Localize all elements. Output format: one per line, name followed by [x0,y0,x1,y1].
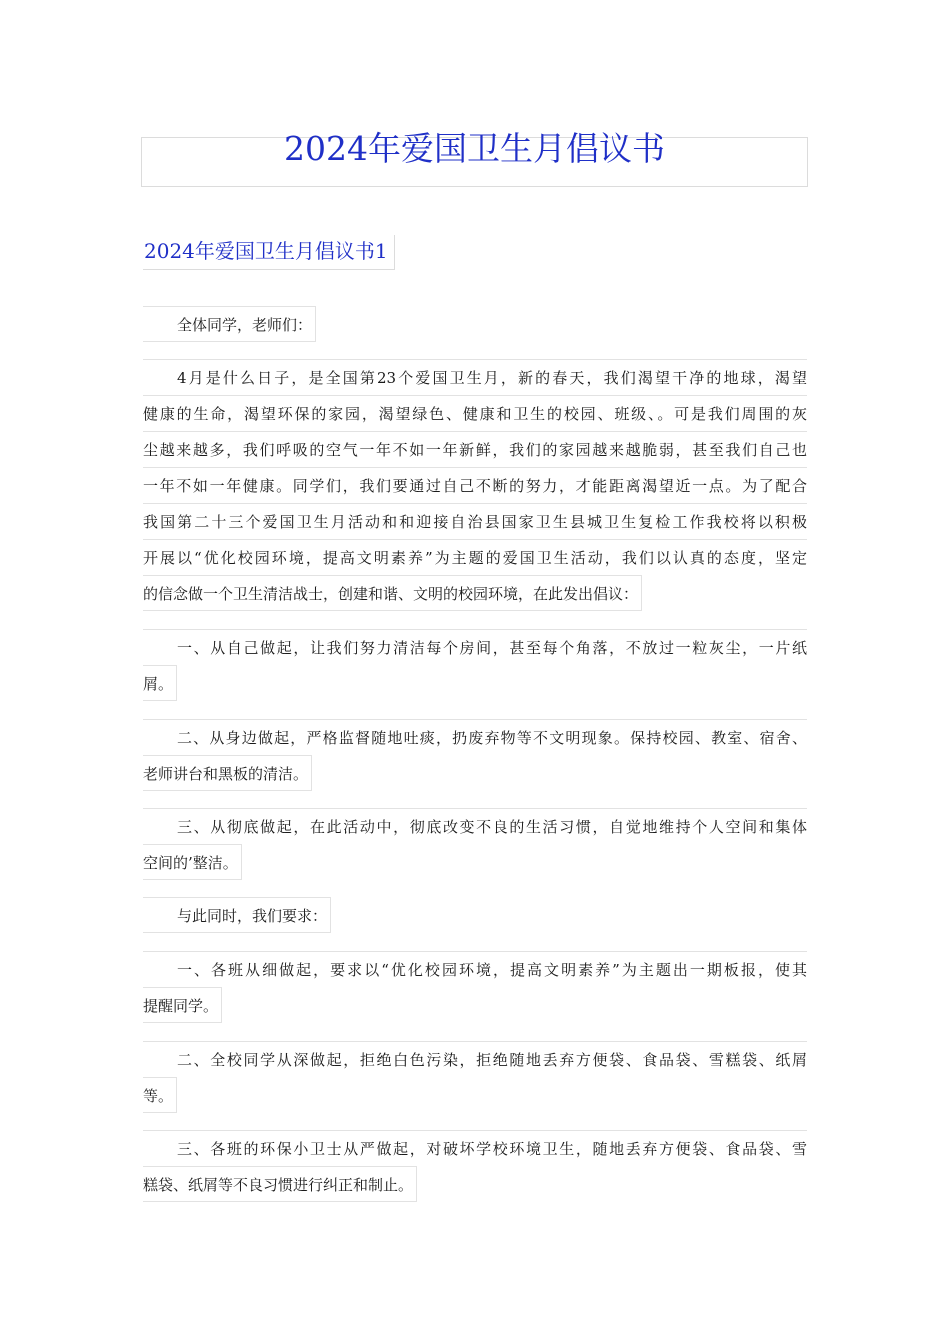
requirement-line: 糕袋、纸屑等不良习惯进行纠正和制止。 [143,1166,417,1202]
proposal-paragraph-2 [143,719,807,804]
requirement-line: 等。 [143,1077,177,1113]
document-title: 2024年爱国卫生月倡议书 [284,129,665,168]
proposal-line: 三、从彻底做起，在此活动中，彻底改变不良的生活习惯，自觉地维持个人空间和集体 [143,808,807,844]
proposal-line: 空间的’整洁。 [143,844,242,880]
intro-line: 尘越来越多，我们呼吸的空气一年不如一年新鲜，我们的家园越来越脆弱，甚至我们自己也 [143,431,807,467]
greeting-paragraph [143,306,807,355]
intro-line: 开展以“优化校园环境，提高文明素养”为主题的爱国卫生活动，我们以认真的态度，坚定 [143,539,807,575]
intro-line: 健康的生命，渴望环保的家园，渴望绿色、健康和卫生的校园、班级、。可是我们周围的灰 [143,395,807,431]
proposal-line: 二、从身边做起，严格监督随地吐痰，扔废弃物等不文明现象。保持校园、教室、宿舍、 [143,719,807,755]
requirement-line: 一、各班从细做起，要求以“优化校园环境，提高文明素养”为主题出一期板报，使其 [143,951,807,987]
intro-line: 的信念做一个卫生清洁战士，创建和谐、文明的校园环境，在此发出倡议： [143,575,642,611]
requirement-paragraph-3 [143,1130,807,1215]
requirement-intro-paragraph [143,897,807,946]
intro-paragraph [143,359,807,624]
proposal-paragraph-3 [143,808,807,893]
requirement-paragraph-2 [143,1041,807,1126]
greeting-line: 全体同学，老师们： [143,306,316,342]
requirement-line: 二、全校同学从深做起，拒绝白色污染，拒绝随地丢弃方便袋、食品袋、雪糕袋、纸屑 [143,1041,807,1077]
intro-line: 一年不如一年健康。同学们，我们要通过自己不断的努力，才能距离渴望近一点。为了配合 [143,467,807,503]
requirement-paragraph-1 [143,951,807,1036]
requirement-intro-line: 与此同时，我们要求： [143,897,331,933]
intro-line: 4月是什么日子，是全国第23个爱国卫生月，新的春天，我们渴望干净的地球，渴望 [143,359,807,395]
proposal-paragraph-1 [143,629,807,714]
proposal-line: 一、从自己做起，让我们努力清洁每个房间，甚至每个角落，不放过一粒灰尘，一片纸 [143,629,807,665]
proposal-line: 老师讲台和黑板的清洁。 [143,755,312,791]
requirement-line: 三、各班的环保小卫士从严做起，对破坏学校环境卫生，随地丢弃方便袋、食品袋、雪 [143,1130,807,1166]
requirement-line: 提醒同学。 [143,987,222,1023]
intro-line: 我国第二十三个爱国卫生月活动和和迎接自治县国家卫生县城卫生复检工作我校将以积极 [143,503,807,539]
section-title: 2024年爱国卫生月倡议书1 [143,235,395,270]
proposal-line: 屑。 [143,665,177,701]
